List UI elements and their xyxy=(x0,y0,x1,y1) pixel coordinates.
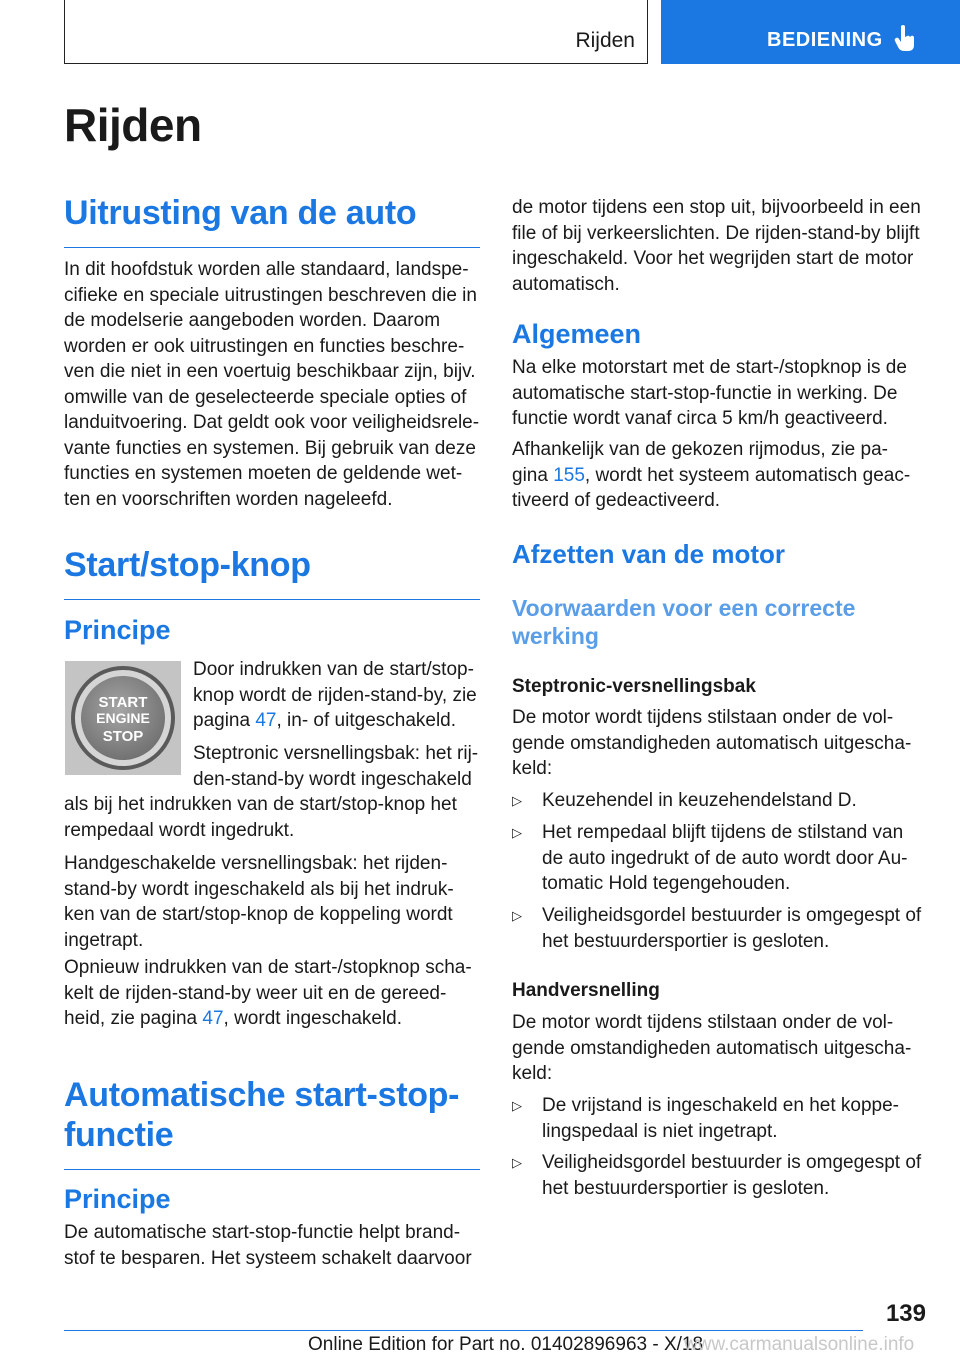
text-run: , wordt ingeschakeld. xyxy=(223,1008,403,1029)
section-title-startstop: Start/stop-knop xyxy=(64,545,480,600)
text-line: De motor wordt tijdens stilstaan onder de vol- xyxy=(512,707,894,728)
text-line: Opnieuw indrukken van de start-/stopknop scha- xyxy=(64,957,472,978)
button-label-start: START xyxy=(98,694,148,711)
header-section-label: Rijden xyxy=(575,29,635,52)
text-line: Het rempedaal blijft tijdens de stilstand van xyxy=(542,822,904,843)
list-item xyxy=(512,788,928,814)
startstop-paragraph-1 xyxy=(193,657,483,734)
hand-intro xyxy=(512,1010,932,1087)
text-line: automatisch. xyxy=(512,273,620,295)
header-chapter-tab xyxy=(661,0,960,64)
text-line: landuitvoering. Dat geldt ook voor veiligheidsrele- xyxy=(64,412,480,433)
section-title-uitrusting: Uitrusting van de auto xyxy=(64,193,480,248)
header-chapter-label: BEDIENING xyxy=(767,29,883,51)
text-line: vante functies en systemen. Bij gebruik van deze xyxy=(64,437,476,459)
text-line: keld: xyxy=(512,758,553,779)
subsection-title-afzetten: Afzetten van de motor xyxy=(512,539,786,569)
page-title: Rijden xyxy=(64,99,202,151)
text-line xyxy=(512,463,932,489)
list-item xyxy=(512,1093,928,1144)
page-number: 139 xyxy=(885,1300,926,1327)
subsubsection-title-voorwaarden xyxy=(512,594,932,650)
text-line: In dit hoofdstuk worden alle standaard, landspe- xyxy=(64,259,469,280)
text-line: De motor wordt tijdens stilstaan onder de vol- xyxy=(512,1012,894,1033)
uitrusting-paragraph xyxy=(64,257,484,512)
heading-handversnelling: Handversnelling xyxy=(512,980,660,1001)
triangle-bullet-icon: ▷ xyxy=(512,793,522,808)
title-line: Automatische start-stop- xyxy=(64,1076,460,1114)
text-line: ten en voorschriften worden nageleefd. xyxy=(64,488,393,510)
text-line: rempedaal wordt ingedrukt. xyxy=(64,819,295,841)
text-line: Afhankelijk van de gekozen rijmodus, zie pa- xyxy=(512,439,888,460)
page-link-47[interactable]: 47 xyxy=(202,1008,224,1029)
text-line: stof te besparen. Het systeem schakelt daarvoor xyxy=(64,1247,472,1269)
page-link-47[interactable]: 47 xyxy=(255,710,277,731)
text-line: functies en systemen moeten de geldende wet- xyxy=(64,463,463,484)
text-line: Keuzehendel in keuzehendelstand D. xyxy=(542,790,857,811)
text-line: de motor tijdens een stop uit, bijvoorbeeld in een xyxy=(512,197,921,218)
startstop-paragraph-3 xyxy=(64,851,484,953)
auto-paragraph-1 xyxy=(64,1220,484,1271)
text-line: het bestuurdersportier is gesloten. xyxy=(542,930,830,952)
text-line: worden er ook uitrustingen en functies beschre- xyxy=(64,335,465,357)
text-line: De vrijstand is ingeschakeld en het koppe- xyxy=(542,1095,899,1116)
text-line: als bij het indrukken van de start/stop-knop het xyxy=(64,794,457,815)
text-run: gina xyxy=(512,464,554,486)
text-line: kelt de rijden-stand-by weer uit en de gereed- xyxy=(64,982,447,1004)
startstop-paragraph-4 xyxy=(64,955,484,1032)
start-engine-stop-button-image xyxy=(65,661,181,775)
text-line: Steptronic versnellingsbak: het rij- xyxy=(193,743,479,764)
text-line: tiveerd of gedeactiveerd. xyxy=(512,490,721,511)
list-item xyxy=(512,820,928,897)
title-line: functie xyxy=(64,1116,174,1154)
text-line: file of bij verkeerslichten. De rijden-stand-by blijft xyxy=(512,222,920,244)
text-line: ingetrapt. xyxy=(64,929,144,951)
subsection-title-principe-auto: Principe xyxy=(64,1184,171,1214)
triangle-bullet-icon: ▷ xyxy=(512,825,522,840)
list-item xyxy=(512,1150,928,1201)
text-line: den-stand-by wordt ingeschakeld xyxy=(193,768,472,790)
text-line: gende omstandigheden automatisch uitgescha- xyxy=(512,1037,912,1059)
header-section-box xyxy=(64,0,648,64)
footer-divider xyxy=(64,1330,863,1331)
text-run: , wordt het systeem automatisch geac- xyxy=(584,464,911,486)
footer-watermark: www.carmanualsonline.info xyxy=(684,1334,915,1355)
text-line: de auto ingedrukt of de auto wordt door Au- xyxy=(542,847,908,869)
text-line: knop wordt de rijden-stand-by, zie xyxy=(193,684,477,706)
text-line: gende omstandigheden automatisch uitgescha- xyxy=(512,732,912,754)
text-line: Veiligheidsgordel bestuurder is omgegespt of xyxy=(542,1152,922,1173)
heading-steptronic: Steptronic-versnellingsbak xyxy=(512,676,756,697)
text-line: Na elke motorstart met de start-/stopknop is de xyxy=(512,357,907,378)
text-line: functie wordt vanaf circa 5 km/h geactiveerd. xyxy=(512,408,888,429)
subsection-title-algemeen: Algemeen xyxy=(512,319,642,349)
text-run: pagina xyxy=(193,710,256,731)
text-line: omwille van de geselecteerde speciale opties of xyxy=(64,386,467,408)
steptronic-intro xyxy=(512,705,932,782)
title-line: werking xyxy=(512,623,599,649)
button-label-engine: ENGINE xyxy=(96,710,150,726)
text-line: tomatic Hold tegengehouden. xyxy=(542,873,791,894)
text-line: Veiligheidsgordel bestuurder is omgegespt of xyxy=(542,905,922,926)
text-run: heid, zie pagina xyxy=(64,1008,203,1029)
text-line: ingeschakeld. Voor het wegrijden start de motor xyxy=(512,248,914,269)
footer-edition: Online Edition for Part no. 01402896963 - X/18 xyxy=(308,1334,704,1355)
text-line: lingspedaal is niet ingetrapt. xyxy=(542,1120,778,1142)
triangle-bullet-icon: ▷ xyxy=(512,1155,522,1170)
text-line: De automatische start-stop-functie helpt brand- xyxy=(64,1222,461,1243)
startstop-paragraph-2a xyxy=(193,741,483,792)
button-label-stop: STOP xyxy=(102,728,144,745)
algemeen-paragraph-2 xyxy=(512,437,932,514)
startstop-paragraph-2b xyxy=(64,792,484,843)
subsection-title-principe: Principe xyxy=(64,615,171,645)
list-item xyxy=(512,903,928,954)
auto-paragraph-1-cont xyxy=(512,195,932,297)
text-line xyxy=(64,1006,484,1032)
triangle-bullet-icon: ▷ xyxy=(512,908,522,923)
title-line: Voorwaarden voor een correcte xyxy=(512,595,856,621)
text-line: ken van de start/stop-knop de koppeling wordt xyxy=(64,904,453,925)
text-line: ven die niet in een voertuig beschikbaar zijn, bijv. xyxy=(64,361,476,382)
text-run: , in- of uitgeschakeld. xyxy=(276,710,457,731)
text-line: keld: xyxy=(512,1063,553,1084)
section-title-auto-startstop xyxy=(64,1075,480,1170)
text-line: Door indrukken van de start/stop- xyxy=(193,659,474,680)
text-line: stand-by wordt ingeschakeld als bij het indruk- xyxy=(64,878,454,900)
text-line: Handgeschakelde versnellingsbak: het rijden- xyxy=(64,853,448,874)
hand-pointer-icon xyxy=(894,24,916,52)
text-line: de modelserie aangeboden worden. Daarom xyxy=(64,310,441,331)
text-line: cifieke en speciale uitrustingen beschreven die in xyxy=(64,284,477,306)
text-line: automatische start-stop-functie in werking. De xyxy=(512,382,898,404)
text-line: het bestuurdersportier is gesloten. xyxy=(542,1177,830,1199)
triangle-bullet-icon: ▷ xyxy=(512,1098,522,1113)
algemeen-paragraph-1 xyxy=(512,355,932,432)
text-line xyxy=(193,708,483,734)
page-link-155[interactable]: 155 xyxy=(553,464,585,486)
